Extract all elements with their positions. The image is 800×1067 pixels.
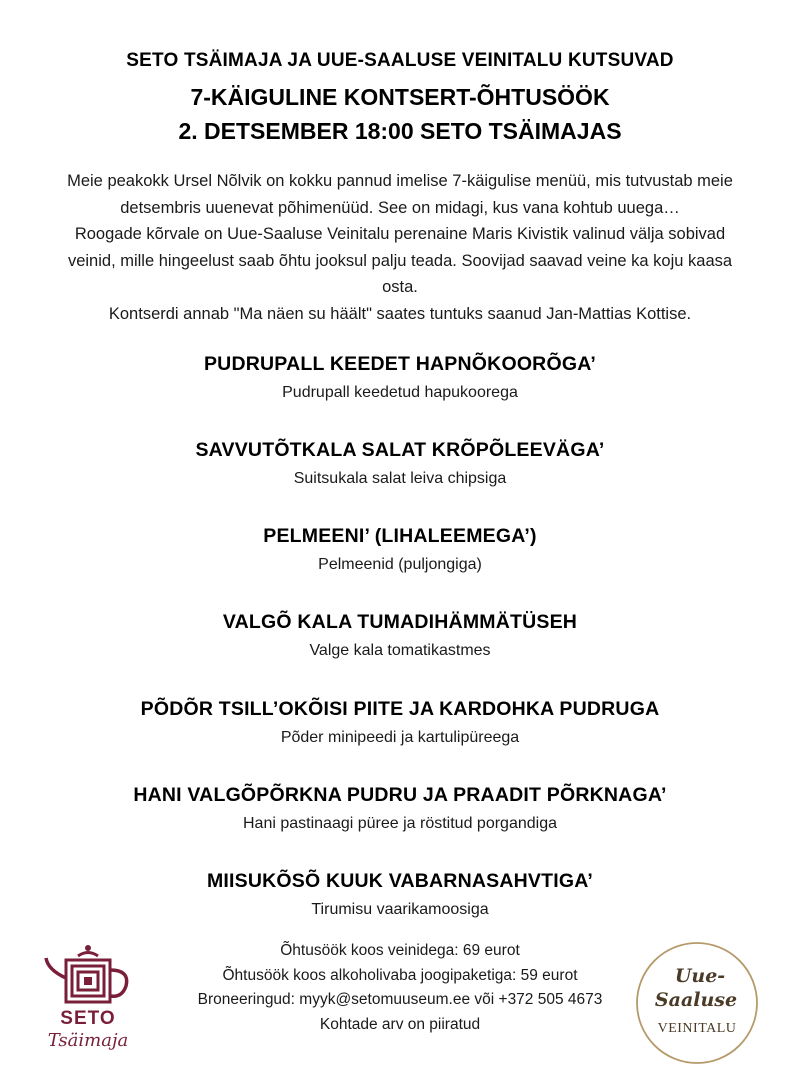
course-subtitle: Pudrupall keedetud hapukoorega — [282, 384, 518, 401]
course-subtitle: Põder minipeedi ja kartulipüreega — [280, 729, 520, 746]
veinitalu-label: VEINITALU — [657, 1021, 737, 1036]
invitation-heading: SETO TSÄIMAJA JA UUE-SAALUSE VEINITALU KUTSUVAD — [126, 50, 674, 71]
price-with-wine: Õhtusöök koos veinidega: 69 eurot — [280, 942, 520, 959]
event-date-location: 2. DETSEMBER 18:00 SETO TSÄIMAJAS — [178, 118, 622, 144]
event-details-footer — [140, 939, 660, 1037]
seto-tsaimaja-logo — [38, 940, 138, 1055]
intro-line: Meie peakokk Ursel Nõlvik on kokku pannud imelise 7-käigulise menüü, mis tutvustab meie — [67, 172, 733, 190]
course-title: HANI VALGÕPÕRKNA PUDRU JA PRAADIT PÕRKNAGA’ — [133, 784, 667, 806]
seto-brand-text: SETO — [60, 1008, 116, 1029]
course-subtitle: Pelmeenid (puljongiga) — [318, 556, 482, 573]
event-title: 7-KÄIGULINE KONTSERT-ÕHTUSÖÖK — [190, 84, 610, 110]
uue-script-text: Uue- — [674, 965, 726, 987]
price-nonalcoholic: Õhtusöök koos alkoholivaba joogipaketiga: 59 eurot — [222, 966, 578, 984]
intro-line: veinid, mille hingeelust saab õhtu jooksul palju teada. Soovijad saavad veine ka koju kaasa — [67, 251, 733, 270]
menu-course-4 — [0, 611, 800, 660]
teapot-logo-icon — [46, 945, 127, 1002]
course-subtitle: Suitsukala salat leiva chipsiga — [293, 470, 507, 487]
course-subtitle: Valge kala tomatikastmes — [309, 642, 491, 659]
uue-saaluse-veinitalu-logo — [634, 940, 760, 1066]
tsaimaja-script-text: Tsäimaja — [47, 1030, 129, 1051]
intro-paragraph — [0, 168, 800, 327]
course-subtitle: Hani pastinaagi püree ja röstitud porgandiga — [243, 815, 557, 832]
menu-course-1 — [0, 353, 800, 402]
course-title: VALGÕ KALA TUMADIHÄMMÄTÜSEH — [222, 611, 578, 633]
course-title: SAVVUTÕTKALA SALAT KRÕPÕLEEVÄGA’ — [195, 439, 605, 461]
intro-line: Kontserdi annab "Ma näen su häält" saates tuntuks saanud Jan-Mattias Kottise. — [108, 304, 692, 323]
intro-line: osta. — [382, 278, 418, 296]
limited-seats-note: Kohtade arv on piiratud — [319, 1015, 481, 1033]
menu-course-7 — [0, 870, 800, 919]
course-title: MIISUKÕSÕ KUUK VABARNASAHVTIGA’ — [206, 870, 594, 892]
menu-course-6 — [0, 784, 800, 833]
intro-line: detsembris uuenevat põhimenüüd. See on midagi, kus vana kohtub uuega… — [120, 198, 680, 217]
course-subtitle: Tirumisu vaarikamoosiga — [311, 901, 489, 918]
course-title: PÕDÕR TSILL’OKÕISI PIITE JA KARDOHKA PUDRUGA — [140, 698, 660, 720]
booking-contact: Broneeringud: myyk@setomuuseum.ee või +372 505 4673 — [197, 991, 603, 1008]
menu-course-5 — [0, 698, 800, 747]
menu-course-3 — [0, 525, 800, 574]
menu-course-2 — [0, 439, 800, 488]
course-title: PELMEENI’ (LIHALEEMEGA’) — [263, 525, 537, 547]
course-title: PUDRUPALL KEEDET HAPNÕKOORÕGA’ — [203, 353, 597, 375]
saaluse-script-text: Saaluse — [654, 989, 738, 1011]
intro-line: Roogade kõrvale on Uue-Saaluse Veinitalu perenaine Maris Kivistik valinud välja sobivad — [74, 225, 726, 243]
